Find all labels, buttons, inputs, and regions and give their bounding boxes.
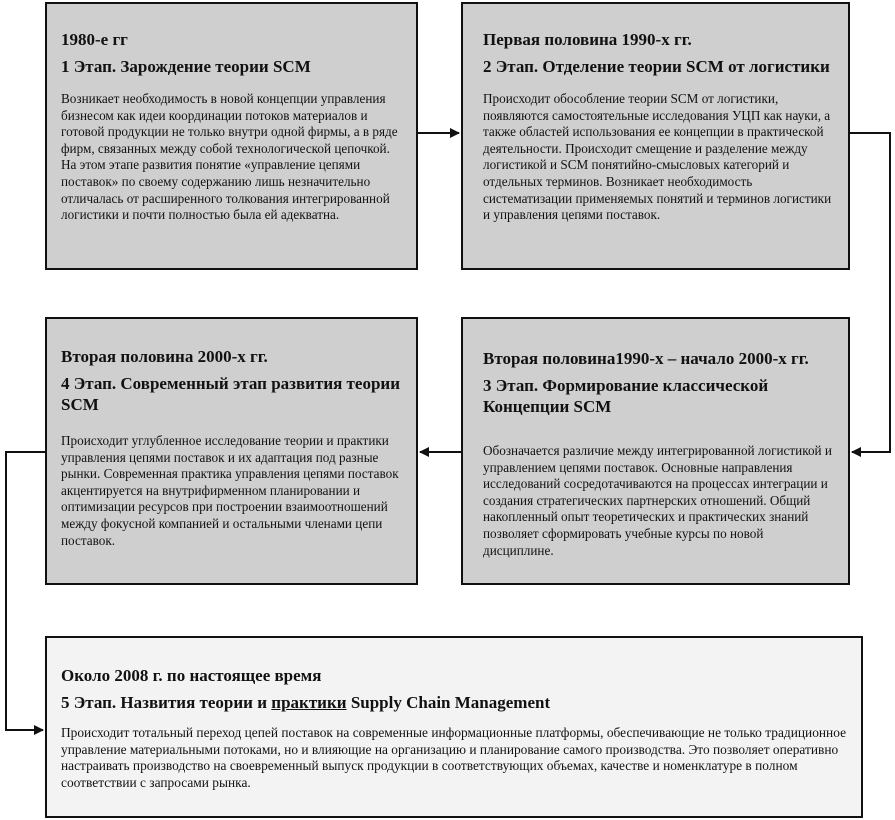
arrow-stage2-to-stage3: [850, 133, 890, 452]
stage-5-period: Около 2008 г. по настоящее время: [61, 666, 322, 685]
stage-1-description: Возникает необходимость в новой концепции управления бизнесом как идеи координации потоков материалов и готовой продукции не только внутри одной фирмы, а в ряде фирм, связанных между собой технологической цепочкой. На этом этапе развития понятие «управление цепями поставок» по своему содержанию лишь незначительно отличалась от расширенного толкования интегрированной логистики и почти полностью была ей адекватна.: [61, 91, 398, 223]
stage-2-title: 2 Этап. Отделение теории SCM от логистики: [483, 57, 830, 76]
stage-1-title: 1 Этап. Зарождение теории SCM: [61, 57, 311, 76]
stage-4-title: 4 Этап. Современный этап развития теории SCM: [61, 374, 400, 414]
stage-5-title-underlined: практики: [271, 693, 347, 712]
stage-5-description: Происходит тотальный переход цепей поставок на современные информационные платформы, обеспечивающие не только традиционное управление материальными потоками, но и влияющие на организацию и планирование самого производства. Это позволяет оперативно настраивать производство на своевременный выпуск продукции в соответствующих объемах, качестве и номенклатуре в полном соответствии с запросами рынка.: [61, 725, 847, 790]
stage-4-description: Происходит углубленное исследование теории и практики управления цепями поставок и их адаптация под разные рынки. Современная практика управления цепями поставок акцентируется на внутрифирменном планировании и оптимизации ресурсов при построении взаимоотношений между фокусной компанией и остальными членами цепи поставок.: [61, 433, 399, 548]
stage-5-title-part-2: Supply Chain Management: [346, 693, 551, 712]
arrow-stage4-to-stage5: [6, 452, 45, 730]
stage-3-period: Вторая половина1990-х – начало 2000-х гг.: [483, 349, 809, 368]
stage-1-period: 1980-е гг: [61, 30, 128, 49]
stage-4-period: Вторая половина 2000-х гг.: [61, 347, 268, 366]
stage-2-description: Происходит обособление теории SCM от логистики, появляются самостоятельные исследования УЦП как науки, а также областей использования ее концепции в практической деятельности. Происходит смещение и разделение между логистикой и SCM понятийно-смысловых категорий и отдельных терминов. Возникает необходимость систематизации применяемых понятий и терминов логистики и управления цепями поставок.: [483, 91, 832, 223]
stage-5-title-part-1: 5 Этап. Назвития теории и: [61, 693, 272, 712]
stage-3-description: Обозначается различие между интегрированной логистикой и управлением цепями поставок. Основные направления исследований сосредотачиваются на процессах интеграции и создания стратегических партнерских отношений. Общий накопленный опыт теоретических и практических знаний позволяет сформировать учебные курсы по новой дисциплине.: [483, 443, 832, 558]
stage-2-period: Первая половина 1990-х гг.: [483, 30, 692, 49]
stage-3-title: 3 Этап. Формирование классической Концепции SCM: [483, 376, 769, 416]
